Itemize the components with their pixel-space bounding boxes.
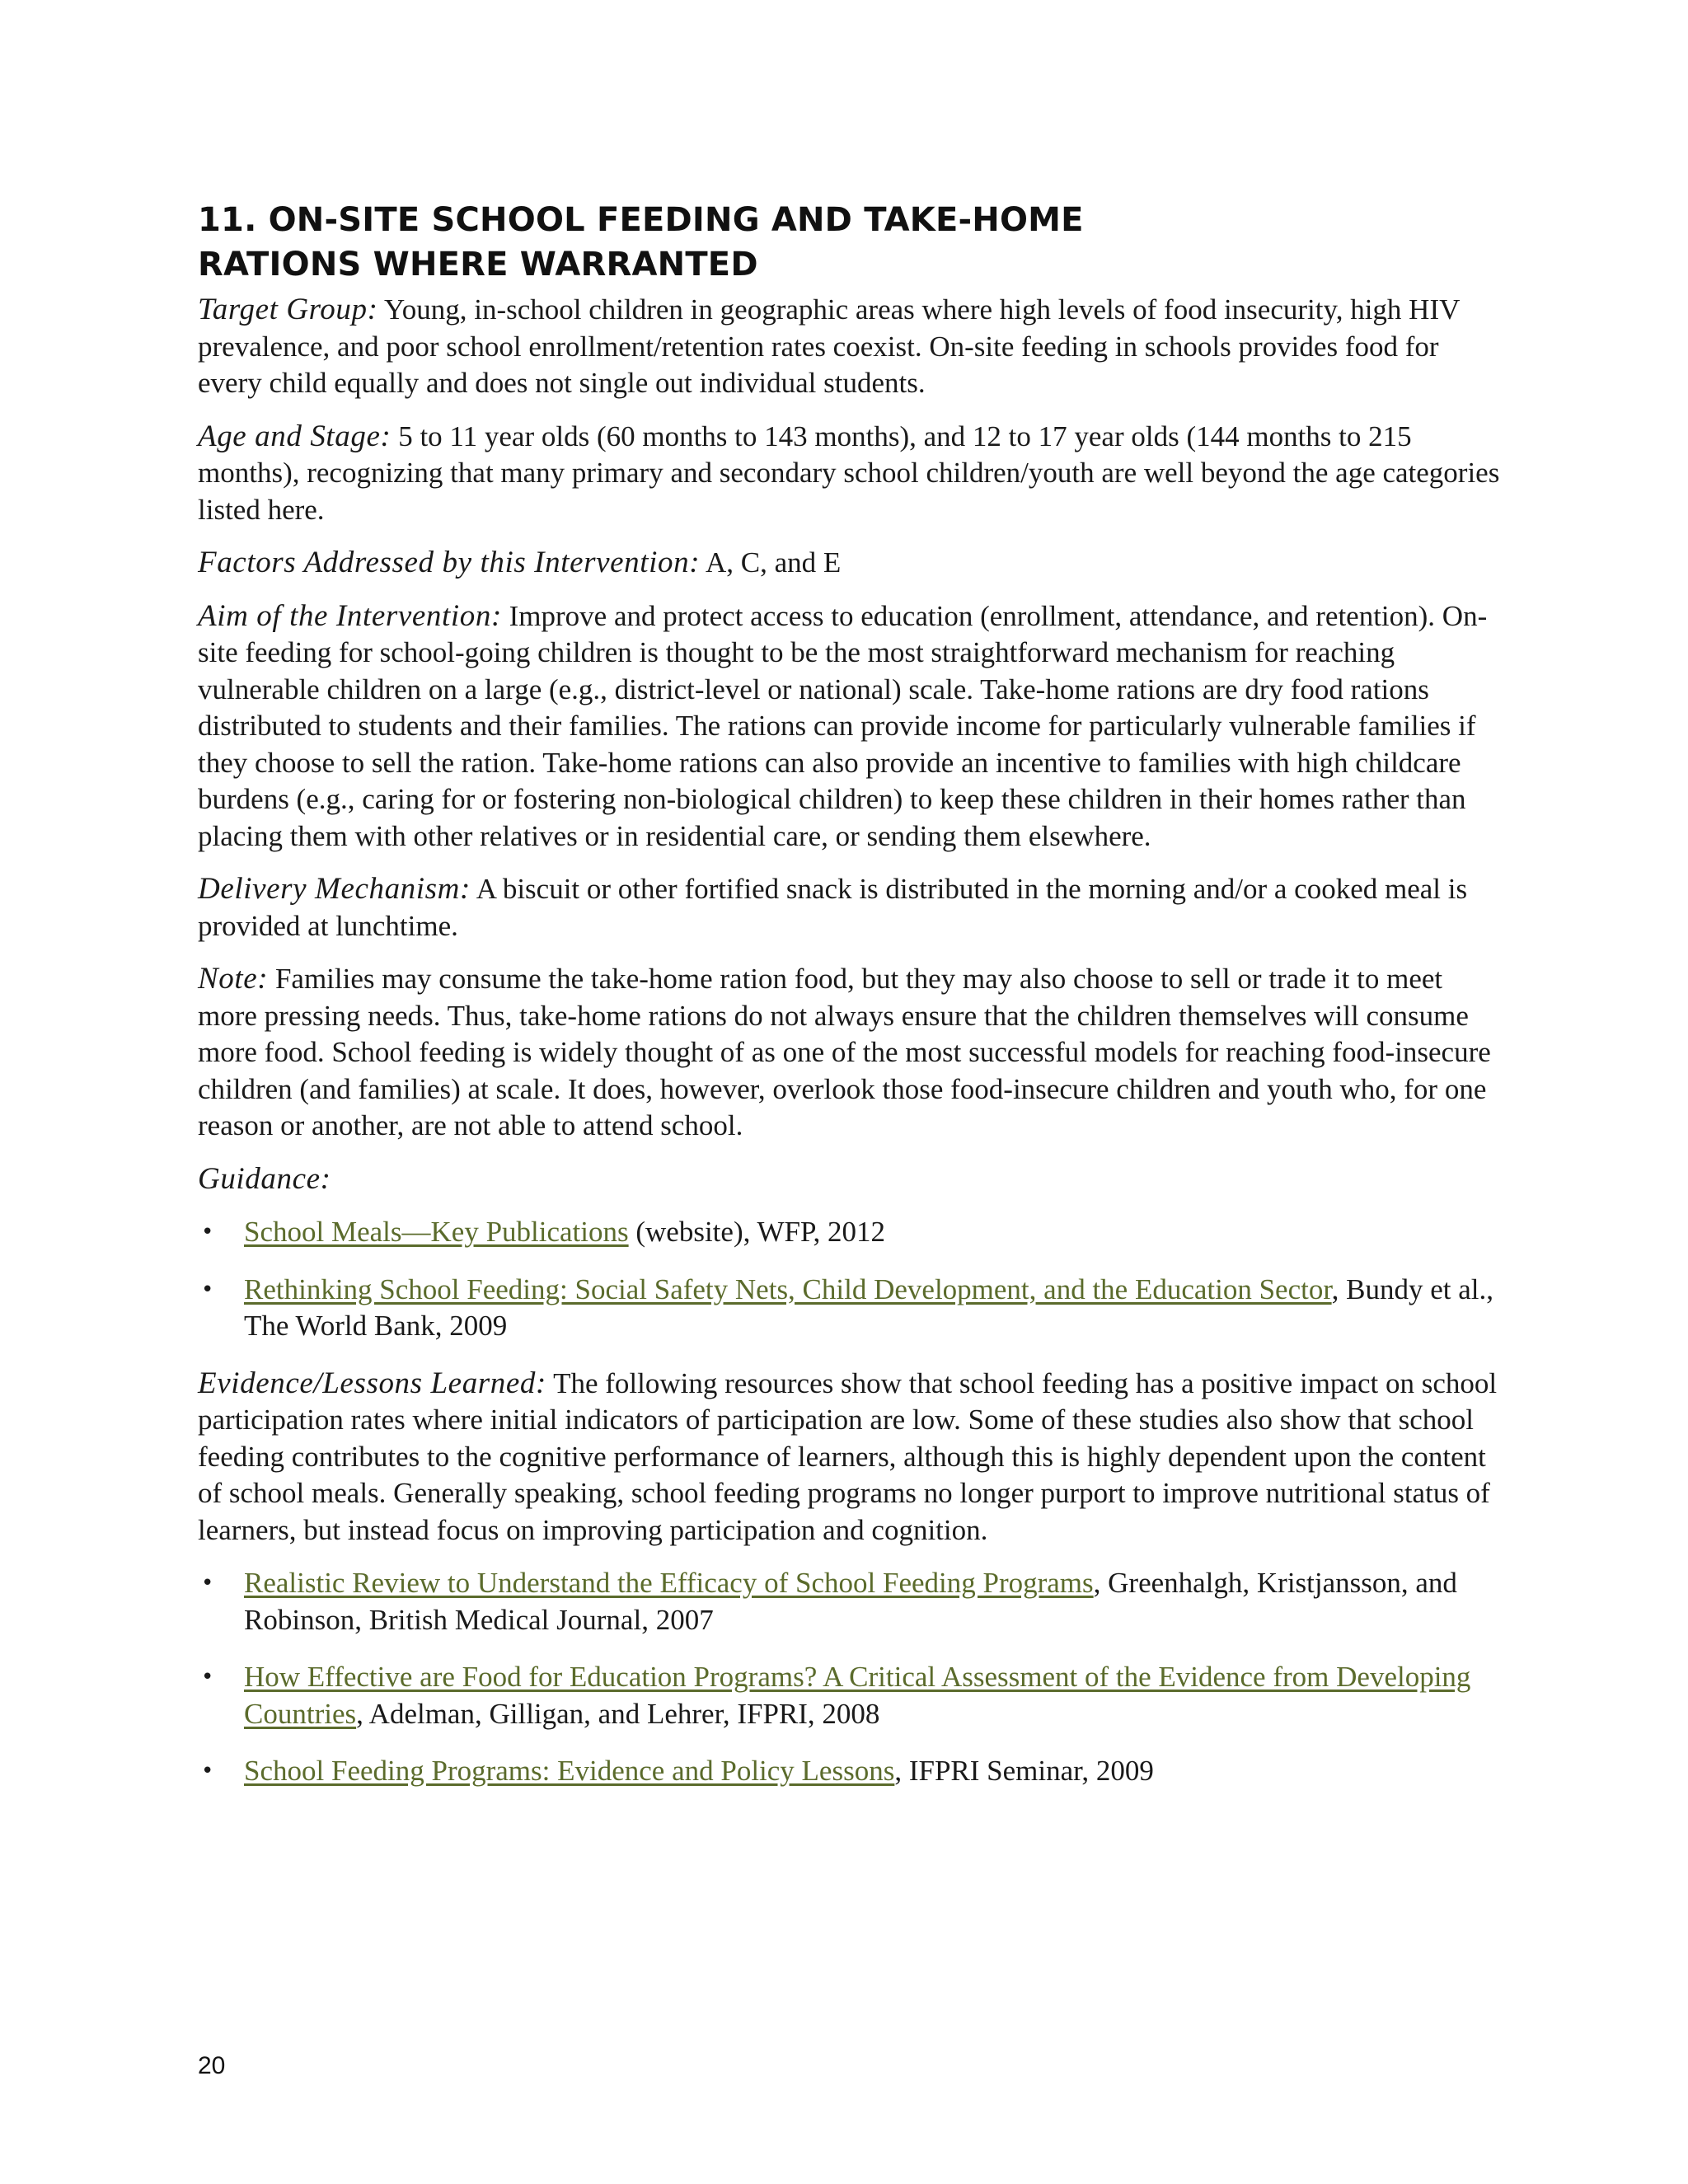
guidance-link-rethinking-school-feeding[interactable]: Rethinking School Feeding: Social Safety Nets, Child Development, and the Education Sector (244, 1272, 1332, 1305)
bullet-icon: • (201, 1665, 214, 1690)
delivery-paragraph (198, 871, 1500, 944)
section-heading (198, 198, 1500, 287)
list-item (198, 1753, 1500, 1790)
target-group-paragraph (198, 292, 1500, 402)
list-item (198, 1214, 1500, 1251)
list-item (198, 1659, 1500, 1732)
guidance-link-school-meals[interactable]: School Meals—Key Publications (244, 1216, 629, 1248)
citation-text: , Adelman, Gilligan, and Lehrer, IFPRI, 2008 (356, 1697, 880, 1730)
heading-line-2: RATIONS WHERE WARRANTED (198, 246, 758, 284)
page-content (198, 198, 1500, 1811)
note-paragraph (198, 961, 1500, 1145)
evidence-link-realistic-review[interactable]: Realistic Review to Understand the Efficacy of School Feeding Programs (244, 1567, 1094, 1599)
bullet-icon: • (201, 1571, 214, 1596)
aim-text: Improve and protect access to education (enrollment, attendance, and retention). On-site feeding for school-going children is thought to be the most straightforward mechanism for reaching vulnerable children on a large (e.g., district-level or national) scale. Take-home rations are dry food rations distributed to students and their families. The rations can provide income for particularly vulnerable families if they choose to sell the ration. Take-home rations can also provide an incentive to families with high childcare burdens (e.g., caring for or fostering non-biological children) to keep these children in their homes rather than placing them with other relatives or in residential care, or sending them elsewhere. (198, 599, 1488, 852)
evidence-text: The following resources show that school feeding has a positive impact on school participation rates where initial indicators of participation are low. Some of these studies also show that school feeding contributes to the cognitive performance of learners, although this is highly dependent upon the content of school meals. Generally speaking, school feeding programs no longer purport to improve nutritional status of learners, but instead focus on improving participation and cognition. (198, 1366, 1498, 1546)
age-stage-paragraph (198, 419, 1500, 529)
evidence-list (198, 1565, 1500, 1790)
note-label: Note: (198, 962, 269, 996)
target-group-label: Target Group: (198, 293, 378, 326)
delivery-label: Delivery Mechanism: (198, 872, 471, 906)
target-group-text: Young, in-school children in geographic areas where high levels of food insecurity, high HIV prevalence, and poor school enrollment/retention rates coexist. On-site feeding in schools provides food for every child equally and does not single out individual students. (198, 293, 1460, 399)
evidence-label: Evidence/Lessons Learned: (198, 1366, 546, 1400)
bullet-icon: • (201, 1277, 214, 1302)
guidance-list (198, 1214, 1500, 1345)
evidence-link-food-for-education[interactable]: How Effective are Food for Education Programs? A Critical Assessment of the Evidence from Developing Countries (244, 1661, 1471, 1730)
heading-line-1: 11. ON-SITE SCHOOL FEEDING AND TAKE-HOME (198, 201, 1084, 239)
note-text: Families may consume the take-home ration food, but they may also choose to sell or trade it to meet more pressing needs. Thus, take-home rations do not always ensure that the children themselves will consume more food. School feeding is widely thought of as one of the most successful models for reaching food-insecure children (and families) at scale. It does, however, overlook those food-insecure children and youth who, for one reason or another, are not able to attend school. (198, 963, 1491, 1141)
delivery-text: A biscuit or other fortified snack is distributed in the morning and/or a cooked meal is provided at lunchtime. (198, 873, 1468, 942)
guidance-heading-paragraph (198, 1161, 1500, 1198)
citation-text: , IFPRI Seminar, 2009 (894, 1755, 1154, 1787)
aim-label: Aim of the Intervention: (198, 598, 502, 633)
factors-label: Factors Addressed by this Intervention: (198, 546, 701, 579)
evidence-link-school-feeding-programs[interactable]: School Feeding Programs: Evidence and Policy Lessons (244, 1755, 895, 1787)
citation-text: (website), WFP, 2012 (628, 1216, 886, 1248)
aim-paragraph (198, 598, 1500, 855)
bullet-icon: • (201, 1220, 214, 1244)
citation-text: , Bundy et al., The World Bank, 2009 (244, 1272, 1493, 1342)
page-number: 20 (198, 2052, 226, 2079)
age-stage-text: 5 to 11 year olds (60 months to 143 months), and 12 to 17 year olds (144 months to 215 months), recognizing that many primary and secondary school children/youth are well beyond the age categories listed here. (198, 419, 1500, 526)
evidence-paragraph (198, 1366, 1500, 1549)
bullet-icon: • (201, 1759, 214, 1783)
list-item (198, 1565, 1500, 1638)
factors-text: A, C, and E (700, 546, 842, 579)
age-stage-label: Age and Stage: (198, 419, 392, 453)
citation-text: , Greenhalgh, Kristjansson, and Robinson, British Medical Journal, 2007 (244, 1567, 1457, 1636)
guidance-label: Guidance: (198, 1161, 331, 1196)
list-item (198, 1272, 1500, 1345)
factors-paragraph (198, 545, 1500, 582)
